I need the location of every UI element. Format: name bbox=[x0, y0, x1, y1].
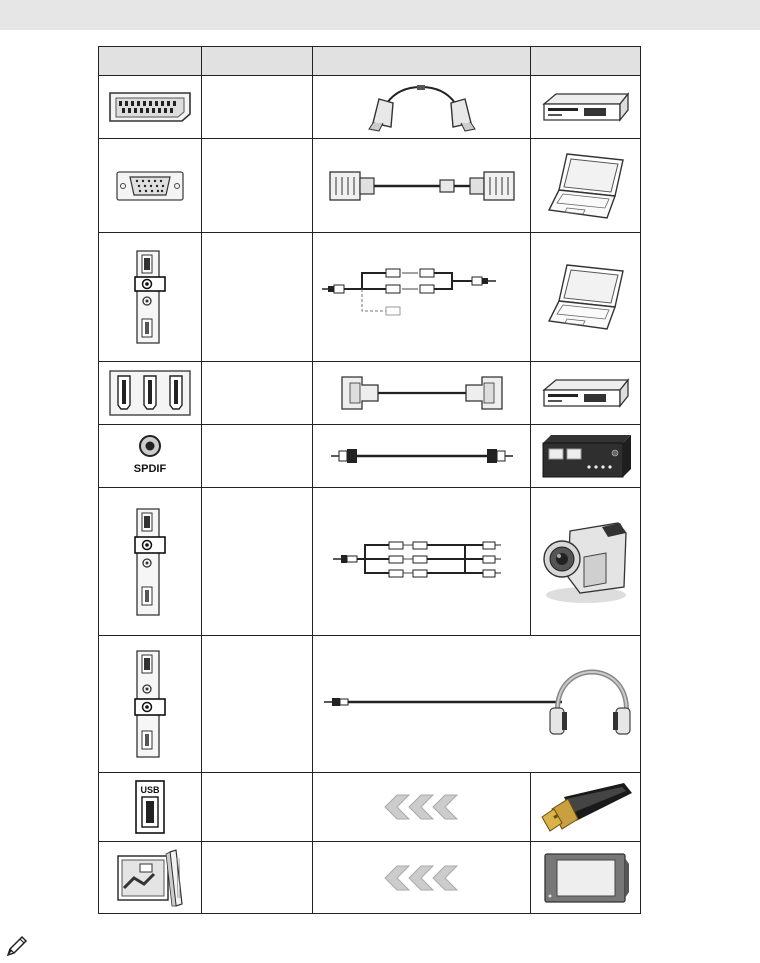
table-header-row bbox=[99, 47, 641, 76]
pencil-note-icon bbox=[4, 933, 30, 959]
table-row bbox=[99, 842, 641, 914]
spdif-label: SPDIF bbox=[133, 463, 167, 475]
cable-cell bbox=[313, 139, 531, 233]
device-cell bbox=[531, 233, 641, 362]
type-cell bbox=[202, 233, 313, 362]
ci-slot-icon bbox=[114, 848, 186, 908]
side-av-panel-icon bbox=[133, 249, 167, 345]
column-header-cable bbox=[313, 47, 531, 76]
table-row bbox=[99, 76, 641, 139]
vga-cable-icon bbox=[322, 167, 522, 205]
device-cell bbox=[531, 773, 641, 842]
usb-socket-icon bbox=[130, 779, 170, 835]
device-cell bbox=[531, 139, 641, 233]
headphone-cable-icon bbox=[322, 668, 632, 740]
type-cell bbox=[202, 842, 313, 914]
audio-amplifier-icon bbox=[539, 433, 633, 479]
connector-cell bbox=[99, 139, 202, 233]
device-cell bbox=[531, 488, 641, 636]
column-header-type bbox=[202, 47, 313, 76]
type-cell bbox=[202, 773, 313, 842]
connector-cell bbox=[99, 636, 202, 773]
page-header-bar bbox=[0, 0, 760, 30]
connector-cell bbox=[99, 76, 202, 139]
column-header-connector bbox=[99, 47, 202, 76]
connection-table bbox=[98, 46, 641, 914]
connector-cell bbox=[99, 773, 202, 842]
connector-cell bbox=[99, 362, 202, 425]
cable-cell bbox=[313, 636, 641, 773]
usb-label: USB bbox=[140, 785, 160, 795]
table-row bbox=[99, 773, 641, 842]
device-cell bbox=[531, 842, 641, 914]
usb-stick-icon bbox=[536, 779, 636, 835]
type-cell bbox=[202, 636, 313, 773]
connector-cell bbox=[99, 488, 202, 636]
insert-arrows-icon bbox=[377, 792, 467, 822]
scart-socket-icon bbox=[106, 90, 194, 124]
connector-cell bbox=[99, 842, 202, 914]
connector-cell bbox=[99, 233, 202, 362]
table-row bbox=[99, 139, 641, 233]
insert-arrows-icon bbox=[377, 863, 467, 893]
vga-socket-icon bbox=[115, 170, 185, 202]
spdif-socket-icon bbox=[120, 433, 180, 479]
cable-cell bbox=[313, 488, 531, 636]
cable-cell bbox=[313, 773, 531, 842]
laptop-icon bbox=[545, 150, 627, 222]
laptop-icon bbox=[545, 261, 627, 333]
column-header-device bbox=[531, 47, 641, 76]
type-cell bbox=[202, 362, 313, 425]
coaxial-cable-icon bbox=[329, 445, 515, 467]
dvd-recorder-icon bbox=[540, 376, 632, 410]
type-cell bbox=[202, 425, 313, 488]
hdmi-sockets-icon bbox=[108, 369, 192, 417]
table-row bbox=[99, 233, 641, 362]
pc-audio-ypbpr-cable-icon bbox=[322, 265, 522, 329]
cam-module-icon bbox=[541, 850, 631, 906]
type-cell bbox=[202, 139, 313, 233]
table-row bbox=[99, 488, 641, 636]
cable-cell bbox=[313, 362, 531, 425]
table-row bbox=[99, 425, 641, 488]
table-row bbox=[99, 636, 641, 773]
camcorder-icon bbox=[540, 517, 632, 607]
table-row bbox=[99, 362, 641, 425]
device-cell bbox=[531, 76, 641, 139]
av-cable-icon bbox=[329, 539, 515, 585]
device-cell bbox=[531, 362, 641, 425]
type-cell bbox=[202, 76, 313, 139]
cable-cell bbox=[313, 233, 531, 362]
hdmi-cable-icon bbox=[332, 371, 512, 415]
side-av-panel-icon bbox=[133, 507, 167, 617]
dvd-recorder-icon bbox=[540, 90, 632, 124]
cable-cell bbox=[313, 842, 531, 914]
device-cell bbox=[531, 425, 641, 488]
scart-cable-icon bbox=[357, 81, 487, 133]
type-cell bbox=[202, 488, 313, 636]
cable-cell bbox=[313, 76, 531, 139]
side-av-panel-icon bbox=[133, 649, 167, 759]
cable-cell bbox=[313, 425, 531, 488]
connector-cell bbox=[99, 425, 202, 488]
